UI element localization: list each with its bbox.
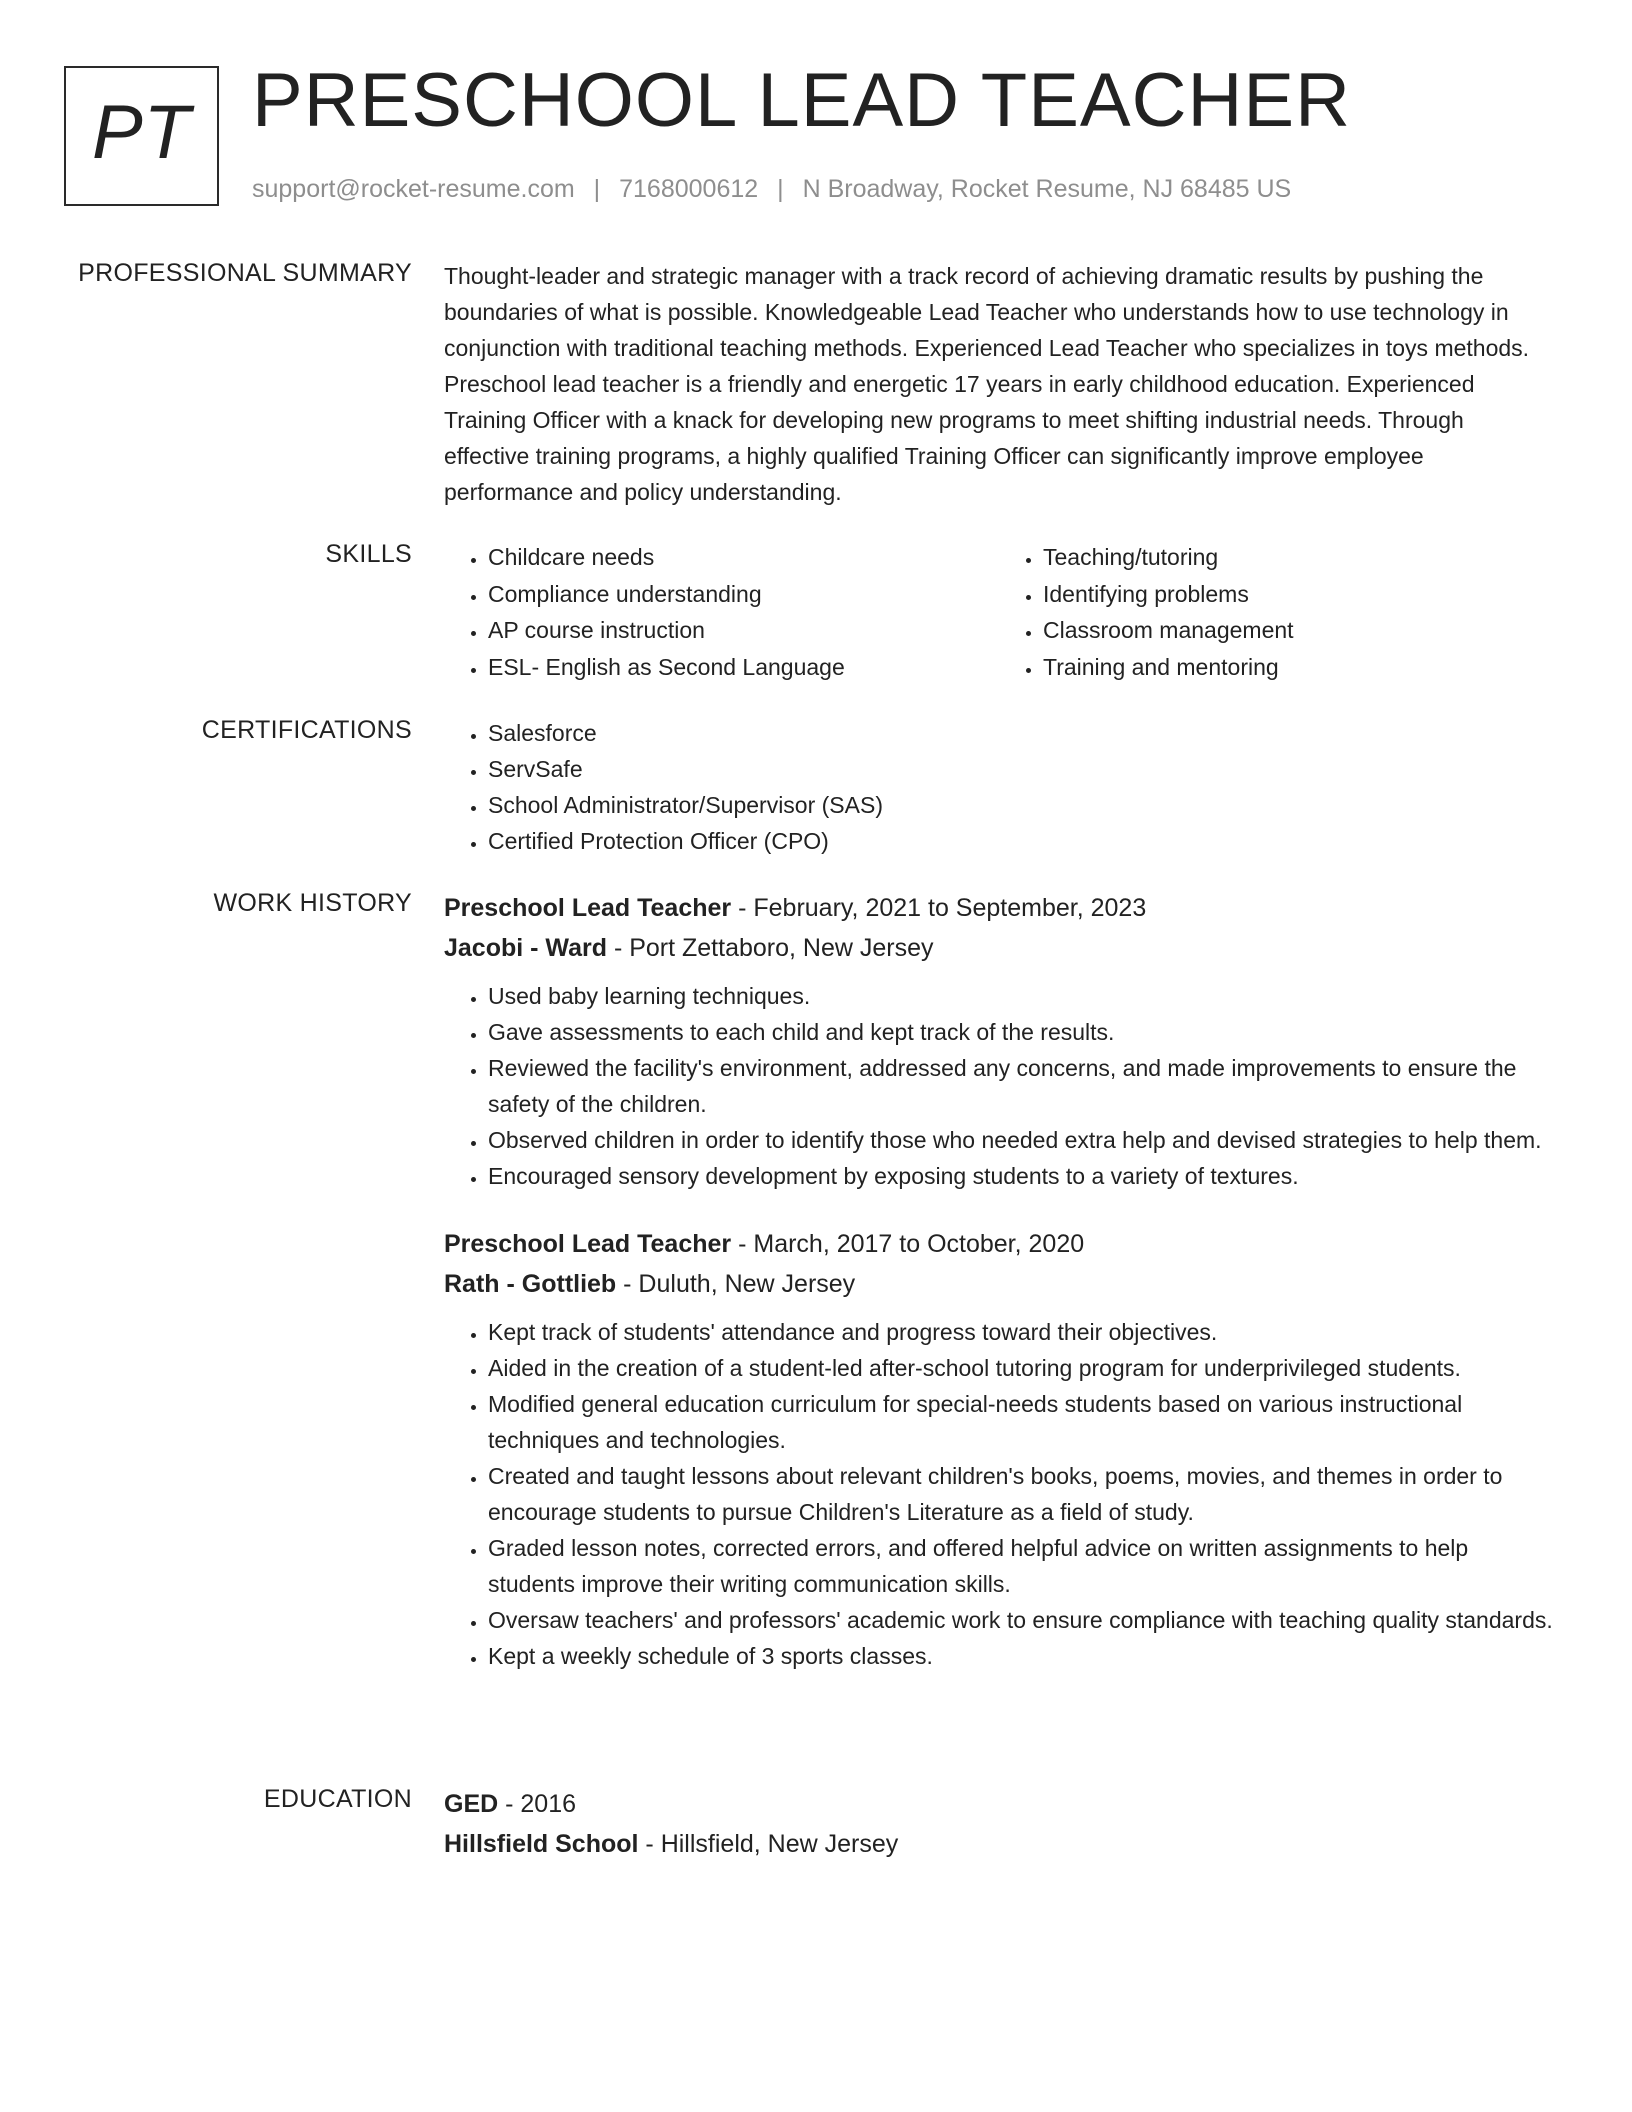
education-school: Hillsfield School xyxy=(444,1830,639,1858)
skill-item: • Classroom management xyxy=(1043,612,1554,649)
skill-item: • Training and mentoring xyxy=(1043,649,1554,686)
certification-item: • School Administrator/Supervisor (SAS) xyxy=(488,787,1554,823)
job-bullet: • Observed children in order to identify those who needed extra help and devised strategies to help them. xyxy=(488,1122,1554,1158)
job-title: Preschool Lead Teacher xyxy=(444,1230,732,1258)
education-location: - Hillsfield, New Jersey xyxy=(638,1830,899,1858)
skill-item: • Teaching/tutoring xyxy=(1043,539,1554,576)
job-bullet: • Modified general education curriculum for special-needs students based on various instructional techniques and technologies. xyxy=(488,1386,1554,1458)
section-label: SKILLS xyxy=(325,540,412,568)
work-history-body xyxy=(444,888,1554,1674)
job-bullet: • Oversaw teachers' and professors' academic work to ensure compliance with teaching quality standards. xyxy=(488,1602,1554,1638)
job-title-line xyxy=(444,888,1554,928)
education-year: - 2016 xyxy=(498,1790,577,1818)
skill-item: • Identifying problems xyxy=(1043,576,1554,613)
job-dates: - February, 2021 to September, 2023 xyxy=(731,894,1147,922)
skill-item: • Childcare needs xyxy=(488,539,999,576)
skills-list-left xyxy=(444,539,999,685)
job-bullet: • Kept a weekly schedule of 3 sports classes. xyxy=(488,1638,1554,1674)
job-bullet: • Reviewed the facility's environment, addressed any concerns, and made improvements to ensure the safety of the children. xyxy=(488,1050,1554,1122)
job-location: - Port Zettaboro, New Jersey xyxy=(607,934,934,962)
initials-monogram xyxy=(64,66,219,206)
job-bullets xyxy=(444,978,1554,1194)
section-label: EDUCATION xyxy=(263,1785,412,1813)
section-label: CERTIFICATIONS xyxy=(201,716,412,744)
job-bullet: • Gave assessments to each child and kept track of the results. xyxy=(488,1014,1554,1050)
section-label: WORK HISTORY xyxy=(213,889,412,917)
skill-item: • ESL- English as Second Language xyxy=(488,649,999,686)
job-title: Preschool Lead Teacher xyxy=(444,894,732,922)
contact-address: N Broadway, Rocket Resume, NJ 68485 US xyxy=(802,175,1292,203)
job-bullet: • Created and taught lessons about relevant children's books, poems, movies, and themes in order to encourage students to pursue Children's Literature as a field of study. xyxy=(488,1458,1554,1530)
education-degree-line xyxy=(444,1784,1554,1824)
contact-line xyxy=(252,174,1291,204)
job-bullet: • Encouraged sensory development by exposing students to a variety of textures. xyxy=(488,1158,1554,1194)
education-school-line xyxy=(444,1824,1554,1864)
job-bullets xyxy=(444,1314,1554,1674)
summary-body xyxy=(444,258,1554,510)
section-label: PROFESSIONAL SUMMARY xyxy=(78,259,412,287)
job-employer-line xyxy=(444,1264,1554,1304)
skills-list-right xyxy=(999,539,1554,685)
contact-phone[interactable]: 7168000612 xyxy=(619,175,759,203)
job-bullet: • Used baby learning techniques. xyxy=(488,978,1554,1014)
job-title-line xyxy=(444,1224,1554,1264)
initials-text: PT xyxy=(91,89,192,175)
education-degree: GED xyxy=(444,1790,499,1818)
skill-item: • Compliance understanding xyxy=(488,576,999,613)
job-employer-line xyxy=(444,928,1554,968)
job-employer: Jacobi - Ward xyxy=(444,934,607,962)
skill-item: • AP course instruction xyxy=(488,612,999,649)
job-entry xyxy=(444,1224,1554,1674)
contact-email[interactable]: support@rocket-resume.com xyxy=(252,175,575,203)
contact-separator: | xyxy=(593,175,601,203)
summary-text: Thought-leader and strategic manager with a track record of achieving dramatic results by pushing the boundaries of what is possible. Knowledgeable Lead Teacher who understands how to use technology in conjunction with traditional teaching methods. Experienced Lead Teacher who specializes in toys methods. Preschool lead teacher is a friendly and energetic 17 years in early childhood education. Experienced Training Officer with a knack for developing new programs to meet shifting industrial needs. Through effective training programs, a highly qualified Training Officer can significantly improve employee performance and policy understanding. xyxy=(444,263,1530,505)
job-employer: Rath - Gottlieb xyxy=(444,1270,617,1298)
job-bullet: • Graded lesson notes, corrected errors, and offered helpful advice on written assignments to help students improve their writing communication skills. xyxy=(488,1530,1554,1602)
job-location: - Duluth, New Jersey xyxy=(616,1270,856,1298)
certifications-body xyxy=(444,715,1554,859)
certifications-list xyxy=(444,715,1554,859)
contact-separator: | xyxy=(777,175,784,203)
job-entry xyxy=(444,888,1554,1194)
certification-item: • ServSafe xyxy=(488,751,1554,787)
job-bullet: • Kept track of students' attendance and progress toward their objectives. xyxy=(488,1314,1554,1350)
job-bullet: • Aided in the creation of a student-led after-school tutoring program for underprivileged students. xyxy=(488,1350,1554,1386)
certification-item: • Certified Protection Officer (CPO) xyxy=(488,823,1554,859)
page-title: PRESCHOOL LEAD TEACHER xyxy=(252,58,1351,143)
job-dates: - March, 2017 to October, 2020 xyxy=(731,1230,1085,1258)
certification-item: • Salesforce xyxy=(488,715,1554,751)
skills-body xyxy=(444,539,1554,685)
education-body xyxy=(444,1784,1554,1864)
